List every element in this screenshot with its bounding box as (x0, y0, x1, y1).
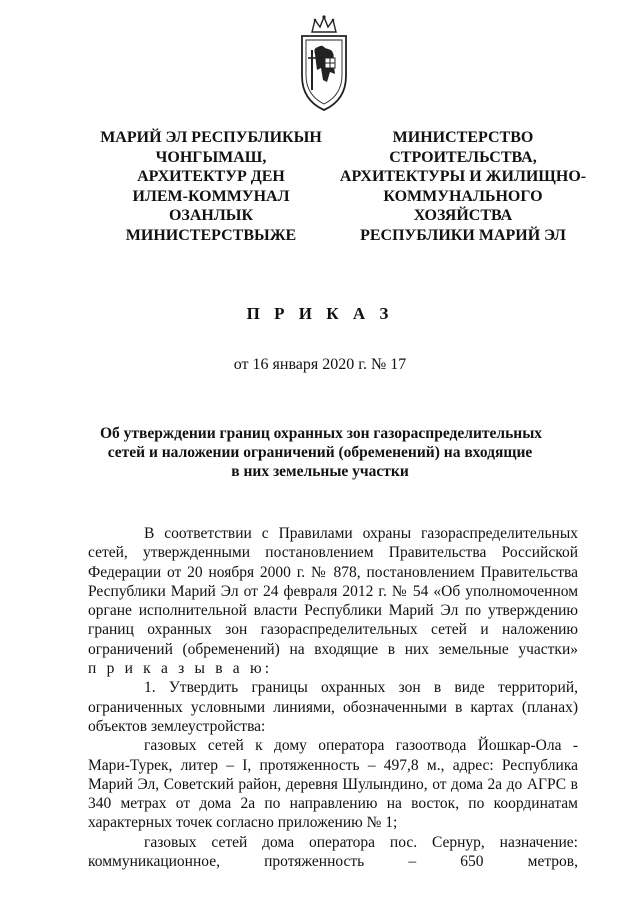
org-line: МАРИЙ ЭЛ РЕСПУБЛИКЫН (100, 129, 322, 146)
title-line: Об утверждении границ охранных зон газораспределительных (100, 425, 543, 442)
body-line-order: п р и к а з ы в а ю: (88, 660, 273, 678)
body-line: коммуникационное, протяженность – 650 метров, (88, 853, 578, 871)
org-line: ИЛЕМ-КОММУНАЛ (132, 187, 290, 205)
title-line: в них земельные участки (231, 463, 409, 480)
body-line: Мари-Турек, литер – I, протяженность – 497,8 м., адрес: Республика (88, 756, 578, 774)
body-line: 340 метрах от дома 2а по направлению на восток, по координатам (88, 795, 578, 813)
body-line: сетей, утвержденными постановлением Правительства Российской (88, 544, 578, 562)
org-line: МИНИСТЕРСТВЫЖЕ (125, 226, 297, 244)
org-line: МИНИСТЕРСТВО (392, 129, 534, 146)
body-line: Марий Эл, Советский район, деревня Шулындино, от дома 2а до АГРС в (88, 775, 578, 793)
title-line: сетей и наложении ограничений (обременений) на входящие (107, 444, 533, 461)
body-line: органе исполнительной власти Республики Марий Эл по утверждению (88, 602, 578, 620)
org-name-russian (338, 128, 588, 246)
document-body (88, 524, 578, 871)
body-line: газовых сетей к дому оператора газоотвода Йошкар-Ола - (144, 737, 578, 755)
body-line: газовых сетей дома оператора пос. Сернур, назначение: (144, 833, 578, 851)
body-line: границ охранных зон газораспределительных сетей и наложению (88, 621, 578, 639)
body-line: ограниченных условными линиями, обозначенными в картах (планах) (88, 698, 578, 716)
org-line: ХОЗЯЙСТВА (413, 207, 513, 225)
org-line: РЕСПУБЛИКИ МАРИЙ ЭЛ (360, 226, 566, 244)
body-line: объектов землеустройства: (88, 717, 266, 735)
body-line: В соответствии с Правилами охраны газораспределительных (144, 525, 578, 542)
org-line: СТРОИТЕЛЬСТВА, (389, 148, 537, 166)
document-date: от 16 января 2020 г. № 17 (233, 356, 407, 373)
org-line: АРХИТЕКТУР ДЕН (137, 168, 285, 186)
org-line: ЧОНГЫМАШ, (155, 148, 267, 166)
org-line: АРХИТЕКТУРЫ И ЖИЛИЩНО- (339, 168, 587, 186)
body-line: Республики Марий Эл от 24 февраля 2012 г. № 54 «Об уполномоченном (88, 582, 578, 600)
org-line: КОММУНАЛЬНОГО (383, 187, 543, 205)
org-line: ОЗАНЛЫК (168, 207, 254, 225)
body-line: характерных точек согласно приложению № 1; (88, 814, 398, 832)
body-line: Федерации от 20 ноября 2000 г. № 878, постановлением Правительства (88, 563, 578, 581)
document-title (100, 424, 543, 481)
body-line: 1. Утвердить границы охранных зон в виде территорий, (144, 679, 578, 697)
org-name-mari (86, 128, 336, 246)
body-line: ограничений (обременений) на входящие в них земельные участки» (88, 640, 578, 658)
document-type: П Р И К А З (246, 304, 394, 323)
coat-of-arms-icon (297, 14, 351, 114)
